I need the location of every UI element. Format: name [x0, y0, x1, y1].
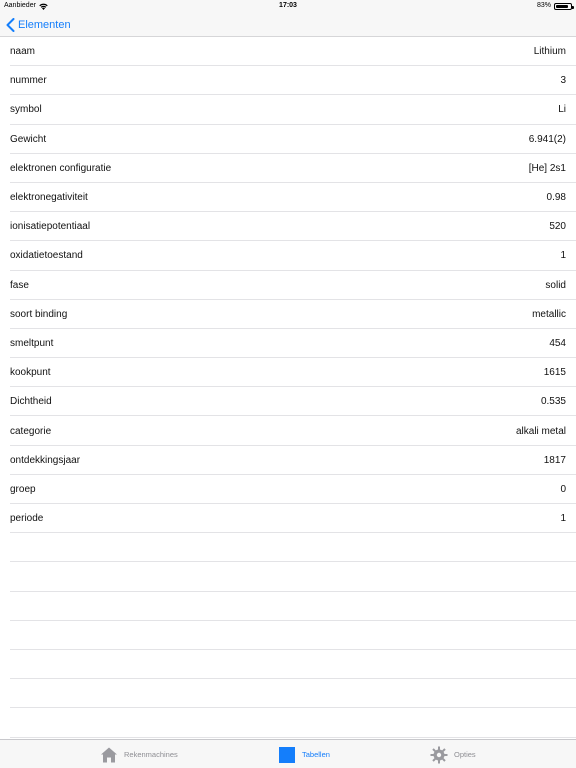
back-button-label: Elementen [18, 18, 71, 31]
back-button[interactable] [6, 16, 71, 33]
row-value: metallic [532, 308, 566, 320]
row-label: naam [10, 46, 36, 58]
row-value: 6.941(2) [528, 133, 566, 145]
tab-opties-label: Opties [454, 750, 476, 759]
row-label: ionisatiepotentiaal [10, 221, 91, 233]
row-label: kookpunt [10, 367, 51, 379]
row-label: nummer [10, 75, 47, 87]
table-row [0, 475, 576, 504]
row-label: elektronen configuratie [10, 162, 112, 174]
row-label: periode [10, 513, 44, 525]
status-bar [0, 0, 576, 12]
battery-fill [556, 5, 568, 8]
tab-tabellen[interactable] [278, 740, 330, 768]
carrier-label: Aanbieder [4, 2, 36, 9]
empty-table-row [0, 650, 576, 679]
table-row [0, 446, 576, 475]
row-label: Dichtheid [10, 396, 52, 408]
row-label: groep [10, 483, 36, 495]
chevron-left-icon [6, 18, 15, 32]
empty-table-row [0, 621, 576, 650]
row-value: 1615 [543, 367, 566, 379]
element-properties-table [0, 37, 576, 738]
row-value: 1817 [543, 454, 566, 466]
gear-icon [430, 746, 448, 764]
row-value: 454 [549, 337, 566, 349]
navigation-bar [0, 12, 576, 37]
status-right [537, 0, 572, 12]
tab-opties[interactable] [430, 740, 476, 768]
table-row [0, 358, 576, 387]
row-label: elektronegativiteit [10, 192, 88, 204]
row-value: solid [545, 279, 566, 291]
house-icon [100, 746, 118, 764]
tab-rekenmachines[interactable] [100, 740, 178, 768]
row-value: 0 [560, 483, 566, 495]
table-row [0, 416, 576, 445]
battery-icon [554, 3, 572, 10]
table-row [0, 504, 576, 533]
table-row [0, 183, 576, 212]
empty-table-row [0, 708, 576, 737]
row-label: smeltpunt [10, 337, 54, 349]
tab-rekenmachines-label: Rekenmachines [124, 750, 178, 759]
empty-table-row [0, 592, 576, 621]
table-row [0, 387, 576, 416]
table-row [0, 212, 576, 241]
row-value: 520 [549, 221, 566, 233]
row-value: 0.98 [546, 192, 566, 204]
row-label: soort binding [10, 308, 68, 320]
battery-percentage: 83% [536, 2, 551, 9]
status-time: 17:03 [279, 2, 297, 9]
row-label: fase [10, 279, 29, 291]
table-row [0, 125, 576, 154]
row-value: 1 [560, 250, 566, 262]
table-row [0, 271, 576, 300]
row-label: oxidatietoestand [10, 250, 83, 262]
row-value: alkali metal [515, 425, 566, 437]
table-row [0, 300, 576, 329]
row-value: [He] 2s1 [528, 162, 566, 174]
row-label: symbol [10, 104, 42, 116]
table-row [0, 66, 576, 95]
row-value: Li [558, 104, 566, 116]
empty-table-row [0, 679, 576, 708]
row-label: ontdekkingsjaar [10, 454, 81, 466]
table-row [0, 95, 576, 124]
table-row [0, 154, 576, 183]
empty-table-row [0, 533, 576, 562]
battery-cap [572, 6, 574, 9]
empty-table-row [0, 562, 576, 591]
row-value: 3 [560, 75, 566, 87]
row-label: categorie [10, 425, 52, 437]
table-row [0, 329, 576, 358]
tab-tabellen-label: Tabellen [302, 750, 330, 759]
square-icon [278, 746, 296, 764]
row-value: 0.535 [540, 396, 566, 408]
row-value: 1 [560, 513, 566, 525]
table-row [0, 37, 576, 66]
table-row [0, 241, 576, 270]
row-value: Lithium [533, 46, 566, 58]
tab-bar [0, 739, 576, 768]
row-label: Gewicht [10, 133, 47, 145]
